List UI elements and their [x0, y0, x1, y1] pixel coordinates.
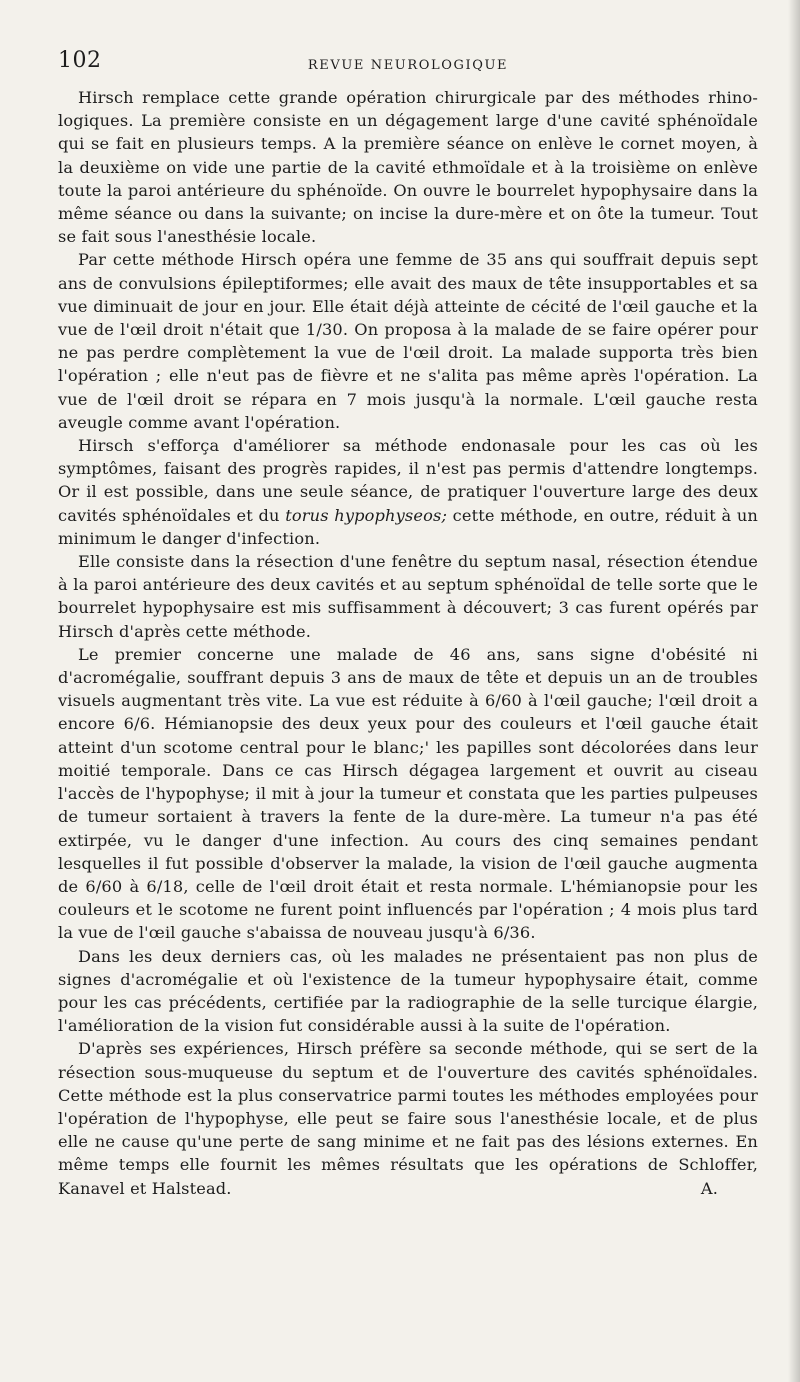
article-body [58, 86, 758, 1200]
paragraph-5: Le premier concerne une malade de 46 ans, sans signe d'obésité ni d'acromégalie, souffrant depuis 3 ans de maux de tête et depuis un an de troubles visuels augmentant très vite. La vue est réduite à 6/60 à l'œil gauche; l'œil droit a encore 6/6. Hémianopsie des deux yeux pour des couleurs et l'œil gauche était atteint d'un scotome central pour le blanc;' les papilles sont décolorées dans leur moitié temporale. Dans ce cas Hirsch dégagea largement et ouvrit au ciseau l'accès de l'hypophyse; il mit à jour la tumeur et constata que les parties pulpeuses de tumeur sortaient à travers la fente de la dure-mère. La tumeur n'a pas été extirpée, vu le danger d'une infection. Au cours des cinq semaines pendant lesquelles il fut possible d'observer la malade, la vision de l'œil gauche augmenta de 6/60 à 6/18, celle de l'œil droit était et resta normale. L'hémianopsie pour les couleurs et le scotome ne furent point influencés par l'opération ; 4 mois plus tard la vue de l'œil gauche s'abaissa de nouveau jusqu'à 6/36. [58, 644, 758, 943]
paragraph-3-text-start: Hirsch s'efforça d'améliorer sa méthode endonasale pour les cas où les symptômes, faisant des progrès rapides, il n'est pas permis d'attendre longtemps. Or il est possible, dans une seule séance, de pratiquer l'ouverture large des deux cavités sphénoïdales et du [58, 436, 758, 525]
paragraph-1: Hirsch remplace cette grande opération chirurgicale par des méthodes rhino-logiques. La première consiste en un dégagement large d'une cavité sphénoïdale qui se fait en plusieurs temps. A la première séance on enlève le cornet moyen, à la deuxième on vide une partie de la cavité ethmoïdale et à la troisième on enlève toute la paroi antérieure du sphénoïde. On ouvre le bourrelet hypophysaire dans la même séance ou dans la suivante; on incise la dure-mère et on ôte la tumeur. Tout se fait sous l'anesthésie locale. [58, 88, 758, 247]
document-page [58, 42, 758, 1342]
paragraph-3-text-end: cette méthode, en outre, réduit à un minimum le danger d'infection. [58, 505, 758, 548]
latin-term: torus hypophyseos; [285, 505, 448, 525]
page-header [58, 48, 758, 80]
paragraph-2: Par cette méthode Hirsch opéra une femme de 35 ans qui souffrait depuis sept ans de convulsions épileptiformes; elle avait des maux de tête insupportables et sa vue diminuait de jour en jour. Elle était déjà atteinte de cécité de l'œil gauche et la vue de l'œil droit n'était que 1/30. On proposa à la malade de se faire opérer pour ne pas perdre complètement la vue de l'œil droit. La malade supporta très bien l'opération ; elle n'eut pas de fièvre et ne s'alita pas même après l'opération. La vue de l'œil droit se répara en 7 mois jusqu'à la normale. L'œil gauche resta aveugle comme avant l'opération. [58, 250, 758, 432]
paragraph-7: D'après ses expériences, Hirsch préfère sa seconde méthode, qui se sert de la résection sous-muqueuse du septum et de l'ouverture des cavités sphénoïdales. Cette méthode est la plus conservatrice parmi toutes les méthodes employées pour l'opération de l'hypophyse, elle peut se faire sous l'anesthésie locale, et de plus elle ne cause qu'une perte de sang minime et ne fait pas des lésions externes. En même temps elle fournit les mêmes résultats que les opérations de Schloffer, Kanavel et Halstead. [58, 1039, 758, 1198]
paragraph-6: Dans les deux derniers cas, où les malades ne présentaient pas non plus de signes d'acromégalie et où l'existence de la tumeur hypophysaire était, comme pour les cas précédents, certifiée par la radiographie de la selle turcique élargie, l'amélioration de la vision fut considérable aussi à la suite de l'opération. [58, 946, 758, 1036]
running-title: REVUE NEUROLOGIQUE [307, 58, 509, 73]
page-edge-shadow [788, 0, 800, 1382]
author-signature: A. [700, 1178, 718, 1198]
page-number: 102 [58, 48, 102, 73]
paragraph-4: Elle consiste dans la résection d'une fenêtre du septum nasal, résection étendue à la paroi antérieure des deux cavités et au septum sphénoïdal de telle sorte que le bourrelet hypophysaire est mis suffisamment à découvert; 3 cas furent opérés par Hirsch d'après cette méthode. [58, 552, 758, 641]
paragraph-3 [58, 434, 758, 550]
